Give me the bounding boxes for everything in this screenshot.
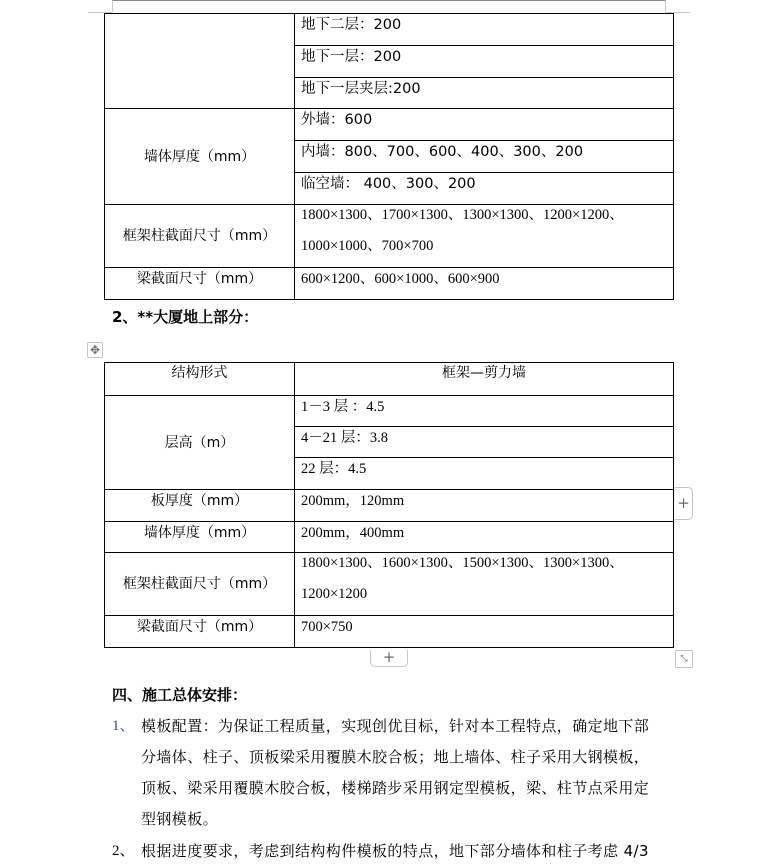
table-cell-value[interactable]: 内墙：800、700、600、400、300、200 <box>295 141 674 173</box>
table-cell-value[interactable] <box>295 205 674 268</box>
table-row <box>105 363 674 396</box>
add-column-button[interactable] <box>675 487 693 520</box>
table-cell-value[interactable]: 地下一层：200 <box>295 46 674 78</box>
table-cell-value[interactable]: 地下二层：200 <box>295 14 674 46</box>
table-cell-value[interactable]: 地下一层夹层:200 <box>295 78 674 109</box>
table-cell-value[interactable]: 700×750 <box>295 616 674 648</box>
table-cell-label-wall-thickness[interactable]: 墙体厚度（mm） <box>105 522 295 553</box>
paragraph-line: 根据进度要求，考虑到结构构件模板的特点，地下部分墙体和柱子考虑 4/3 <box>141 842 649 860</box>
table-cell-value[interactable]: 1－3 层 ：4.5 <box>295 396 674 427</box>
table-resize-handle[interactable] <box>675 650 693 668</box>
table-row <box>105 616 674 648</box>
paragraph-line: 顶板、梁采用覆膜木胶合板，楼梯踏步采用钢定型模板，梁、柱节点采用定 <box>141 779 650 797</box>
table-cell-label-column-section[interactable]: 框架柱截面尺寸（mm） <box>105 553 295 616</box>
table-cell-value-structure-type[interactable]: 框架—剪力墙 <box>295 363 674 396</box>
resize-icon: ⤡ <box>680 654 688 664</box>
table-row <box>105 205 674 268</box>
table-cell-value[interactable]: 临空墙： 400、300、200 <box>295 173 674 205</box>
table-cell-value[interactable]: 200mm，120mm <box>295 490 674 522</box>
paragraph-line: 型钢模板。 <box>141 810 219 828</box>
table-cell-label-structure-type[interactable]: 结构形式 <box>105 363 295 396</box>
table-cell-value[interactable] <box>295 553 674 616</box>
page-header-area <box>112 0 666 12</box>
paragraph-line: 模板配置：为保证工程质量，实现创优目标，针对本工程特点，确定地下部 <box>141 717 650 735</box>
table-row <box>105 522 674 553</box>
table-cell-value[interactable]: 22 层：4.5 <box>295 458 674 490</box>
table-cell-label-wall-thickness[interactable]: 墙体厚度（mm） <box>105 109 295 205</box>
plus-icon: + <box>677 494 690 512</box>
add-row-button[interactable] <box>370 650 408 667</box>
table-row <box>105 268 674 300</box>
cell-line: 1000×1000、700×700 <box>301 238 434 254</box>
cell-line: 1800×1300、1700×1300、1300×1300、1200×1200、 <box>301 207 624 223</box>
paragraph-line: 分墙体、柱子、顶板梁采用覆膜木胶合板；地上墙体、柱子采用大钢模板， <box>141 748 650 766</box>
table-row <box>105 490 674 522</box>
table-cell-label-slab-thickness[interactable]: 板厚度（mm） <box>105 490 295 522</box>
table-move-handle[interactable] <box>87 342 103 358</box>
table-cell-label-beam-section[interactable]: 梁截面尺寸（mm） <box>105 616 295 648</box>
table-cell-value[interactable]: 600×1200、600×1000、600×900 <box>295 268 674 300</box>
table-cell-value[interactable]: 200mm，400mm <box>295 522 674 553</box>
list-item <box>112 836 672 867</box>
move-icon: ✥ <box>89 343 101 357</box>
list-number: 1、 <box>112 718 135 734</box>
table-row <box>105 396 674 427</box>
table-cell-label-beam-section[interactable]: 梁截面尺寸（mm） <box>105 268 295 300</box>
table-cell-value[interactable]: 外墙：600 <box>295 109 674 141</box>
above-ground-structure-table <box>104 362 674 648</box>
table-cell-label-column-section[interactable]: 框架柱截面尺寸（mm） <box>105 205 295 268</box>
table-cell-value[interactable]: 4－21 层：3.8 <box>295 427 674 458</box>
cell-line: 1200×1200 <box>301 586 368 602</box>
list-number: 2、 <box>112 843 135 859</box>
plus-icon: + <box>382 648 396 666</box>
list-item <box>112 711 672 835</box>
cell-line: 1800×1300、1600×1300、1500×1300、1300×1300、 <box>301 555 624 571</box>
table-row <box>105 14 674 46</box>
table-row <box>105 109 674 141</box>
table-cell-label-floor-height[interactable]: 层高（m） <box>105 396 295 490</box>
table-cell-label-empty[interactable] <box>105 14 295 109</box>
section-heading: 四、施工总体安排： <box>112 686 248 704</box>
table-row <box>105 553 674 616</box>
underground-structure-table <box>104 13 674 300</box>
section-heading: 2、**大厦地上部分： <box>112 308 259 326</box>
